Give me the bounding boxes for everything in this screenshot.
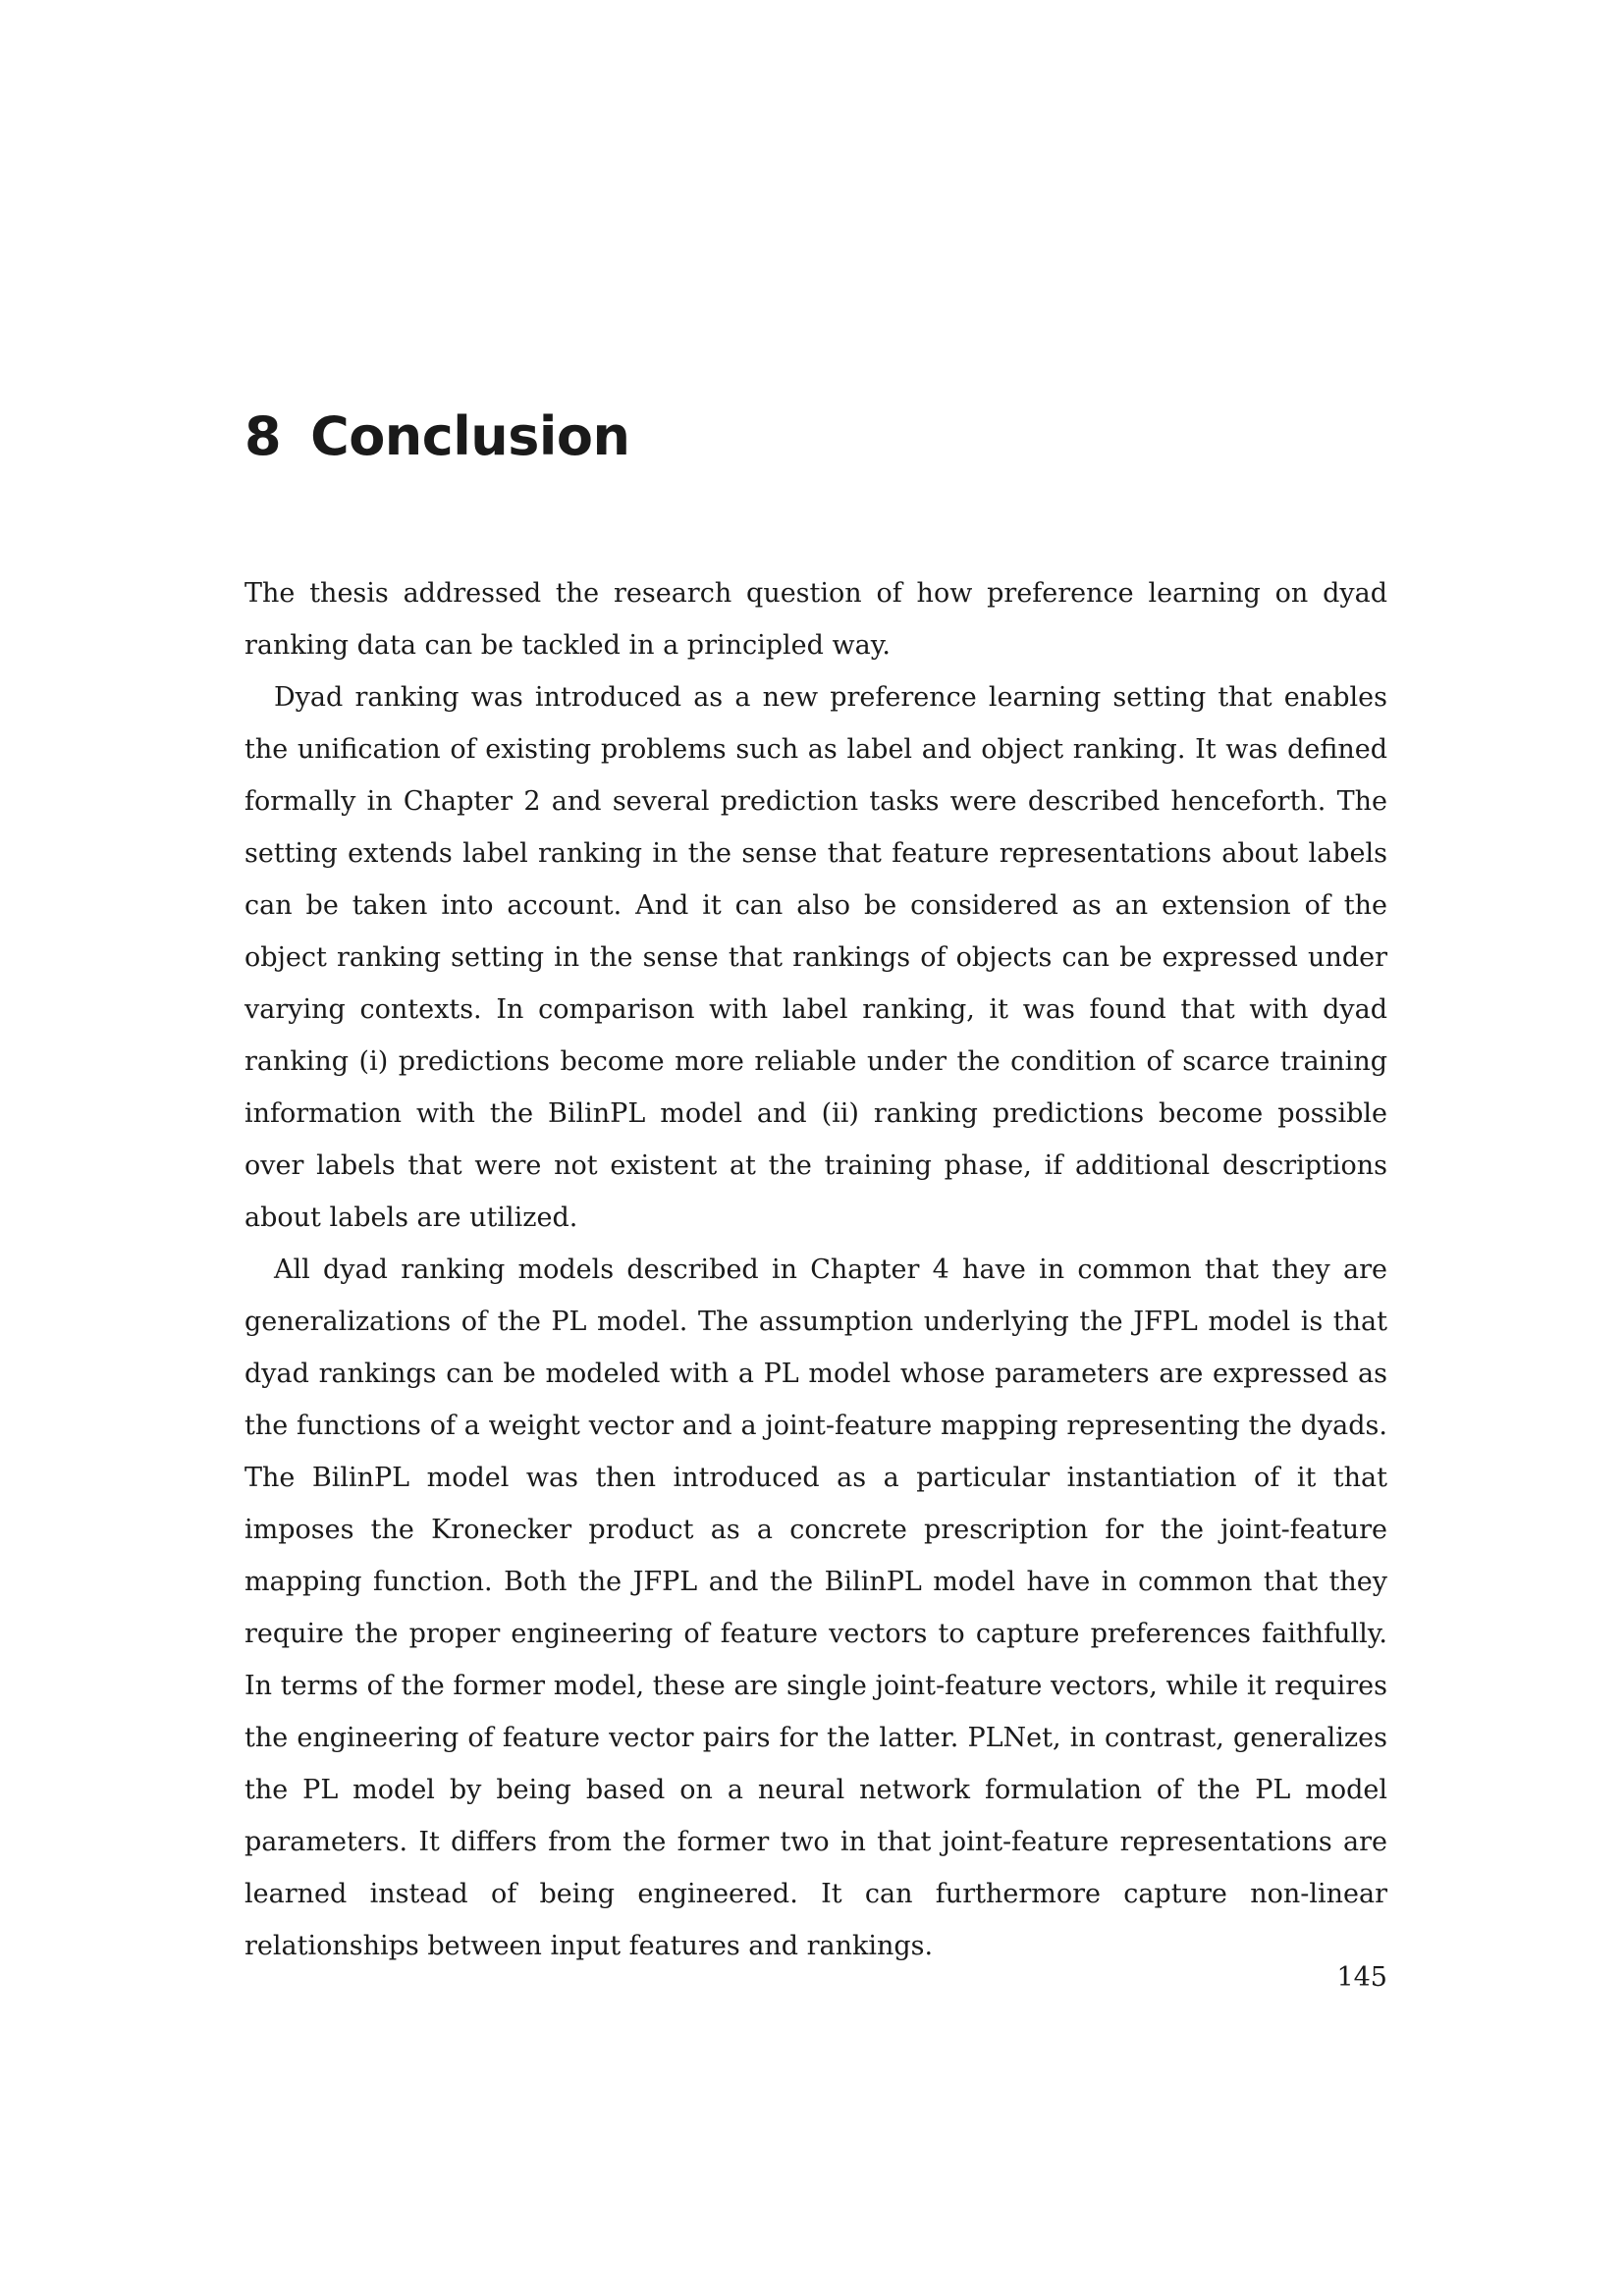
body-text (244, 567, 1387, 1972)
chapter-heading (244, 402, 629, 471)
page-number: 145 (1336, 1962, 1387, 1993)
chapter-number: 8 (244, 405, 282, 467)
paragraph-intro: The thesis addressed the research question of how preference learning on dyad ranking data can be tackled in a principled way. (244, 578, 1387, 661)
paragraph-dyad-ranking: Dyad ranking was introduced as a new preference learning setting that enables the unification of existing problems such as label and object ranking. It was defined formally in Chapter 2 and several prediction tasks were described henceforth. The setting extends label ranking in the sense that feature representations about labels can be taken into account. And it can also be considered as an extension of the object ranking setting in the sense that rankings of objects can be expressed under varying contexts. In comparison with label ranking, it was found that with dyad ranking (i) predictions become more reliable under the condition of scarce training information with the BilinPL model and (ii) ranking predictions become possible over labels that were not existent at the training phase, if additional descriptions about labels are utilized. (244, 682, 1387, 1233)
chapter-title: Conclusion (310, 405, 630, 467)
paragraph-models: All dyad ranking models described in Chapter 4 have in common that they are generalizations of the PL model. The assumption underlying the JFPL model is that dyad rankings can be modeled with a PL model whose parameters are expressed as the functions of a weight vector and a joint-feature mapping representing the dyads. The BilinPL model was then introduced as a particular instantiation of it that imposes the Kronecker product as a concrete prescription for the joint-feature mapping function. Both the JFPL and the BilinPL model have in common that they require the proper engineering of feature vectors to capture preferences faithfully. In terms of the former model, these are single joint-feature vectors, while it requires the engineering of feature vector pairs for the latter. PLNet, in contrast, generalizes the PL model by being based on a neural network formulation of the PL model parameters. It differs from the former two in that joint-feature representations are learned instead of being engineered. It can furthermore capture non-linear relationships between input features and rankings. (244, 1255, 1387, 1961)
